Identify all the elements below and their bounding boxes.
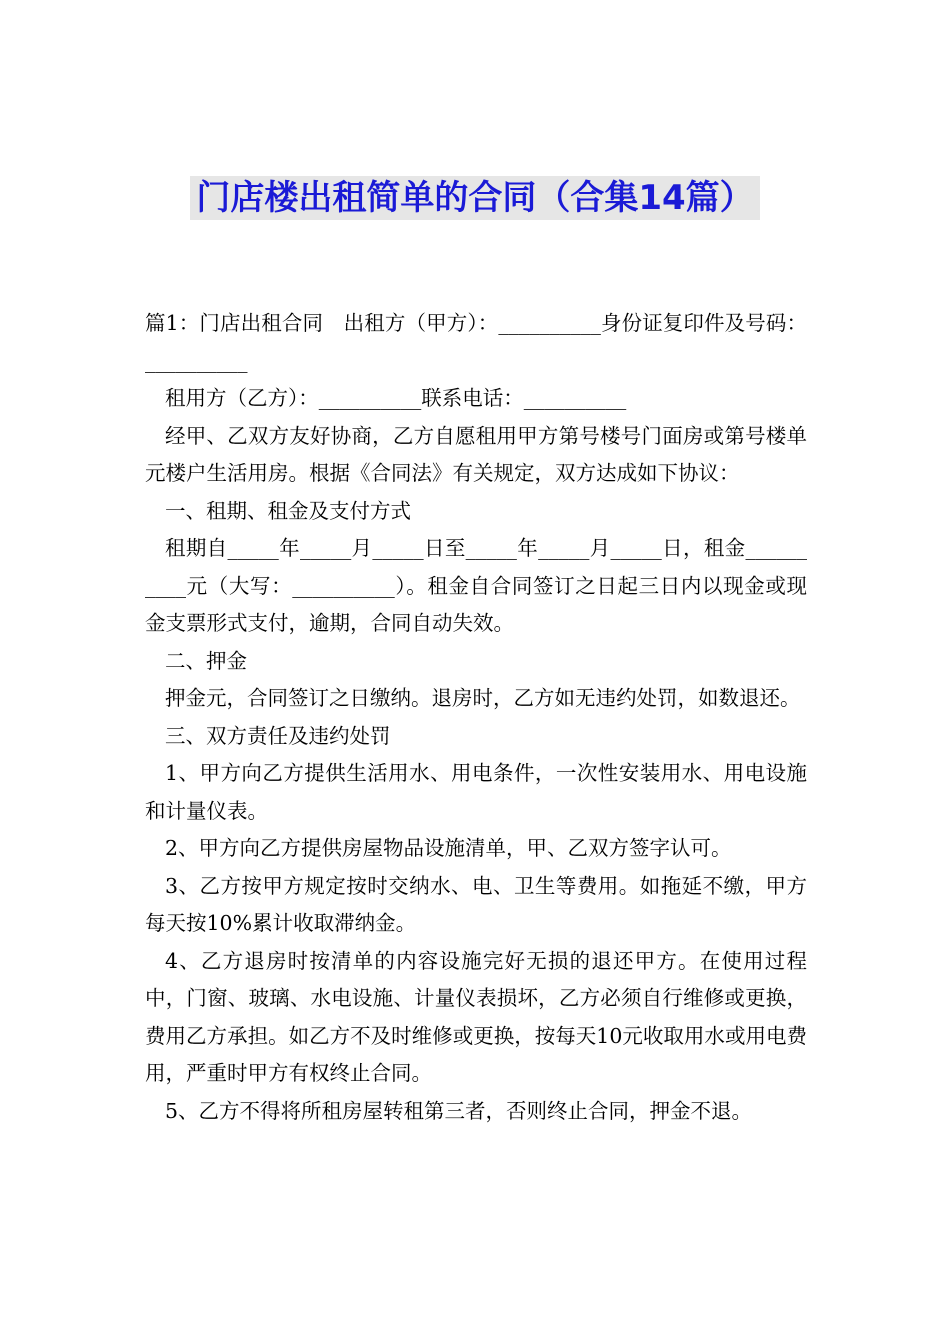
section-heading-responsibility: 三、双方责任及违约处罚: [165, 723, 391, 748]
clause-1: 1、甲方向乙方提供生活用水、用电条件，一次性安装用水、用电设施和计量仪表。: [145, 761, 807, 823]
clause-5: 5、乙方不得将所租房屋转租第三者，否则终止合同，押金不退。: [165, 1098, 753, 1123]
paragraph-deposit: 押金元，合同签订之日缴纳。退房时，乙方如无违约处罚，如数退还。: [165, 686, 801, 710]
paragraph-term: 租期自_____年_____月_____日至_____年_____月_____日，租金__________元（大写：__________）。租金自合同签订之日起三日内以现金或现金支票形式支付，逾期，合同自动失效。: [145, 536, 807, 635]
section-heading-deposit: 二、押金: [165, 648, 247, 673]
paragraph-intro: 篇1：门店出租合同 出租方（甲方）：__________身份证复印件及号码：__________: [145, 311, 807, 373]
section-heading-term: 一、租期、租金及支付方式: [165, 498, 411, 523]
clause-2: 2、甲方向乙方提供房屋物品设施清单，甲、乙双方签字认可。: [165, 836, 732, 860]
paragraph-agreement: 经甲、乙双方友好协商，乙方自愿租用甲方第号楼号门面房或第号楼单元楼户生活用房。根据《合同法》有关规定，双方达成如下协议：: [145, 423, 807, 485]
paragraph-lessee: 租用方（乙方）：__________联系电话：__________: [165, 386, 627, 410]
clause-4: 4、乙方退房时按清单的内容设施完好无损的退还甲方。在使用过程中，门窗、玻璃、水电设施、计量仪表损坏，乙方必须自行维修或更换，费用乙方承担。如乙方不及时维修或更换，按每天10元收取用水或用电费用，严重时甲方有权终止合同。: [145, 948, 807, 1085]
clause-3: 3、乙方按甲方规定按时交纳水、电、卫生等费用。如拖延不缴，甲方每天按10%累计收取滞纳金。: [145, 873, 807, 935]
document-body: [145, 305, 807, 1130]
document-title: 门店楼出租简单的合同（合集14篇）: [190, 176, 759, 220]
title-container: [0, 176, 950, 220]
